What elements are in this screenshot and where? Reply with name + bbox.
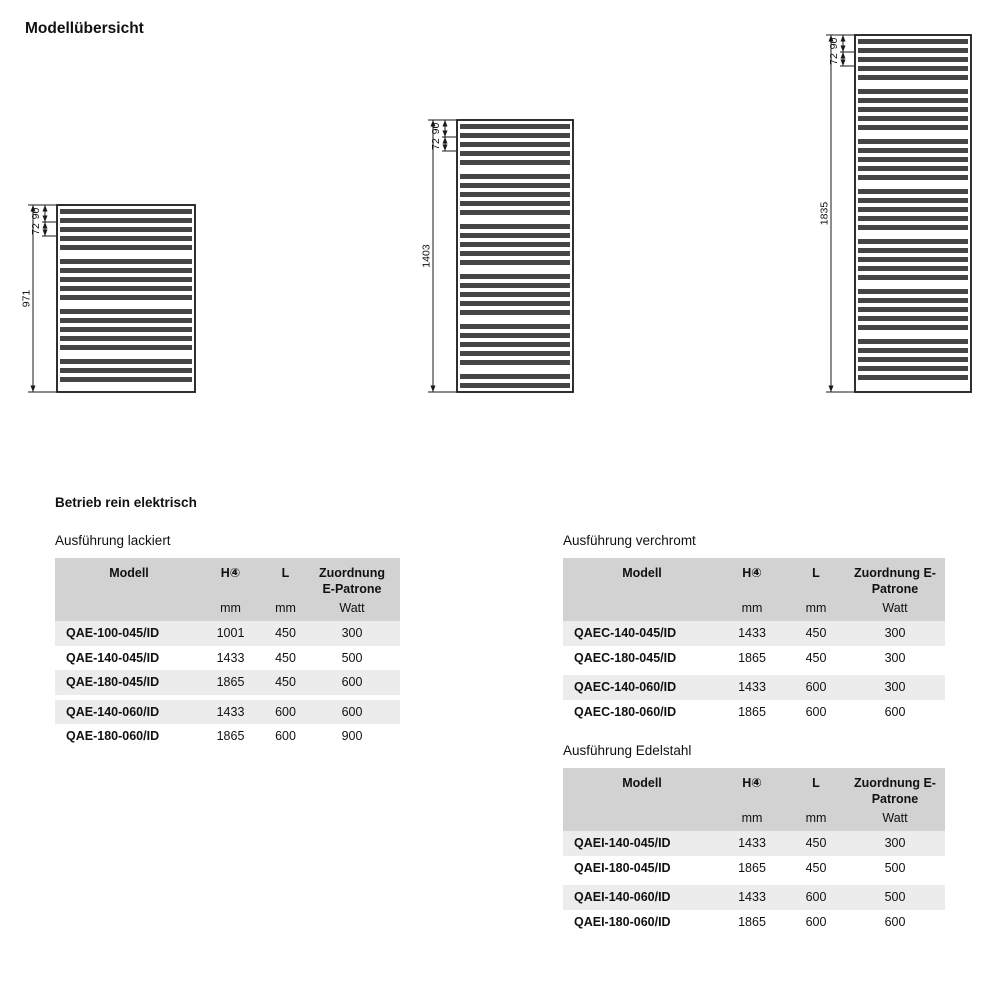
radiator-tube — [60, 218, 192, 223]
unit-header: Watt — [882, 601, 908, 615]
model-cell: QAE-100-045/ID — [66, 626, 160, 641]
radiator-tube — [858, 116, 968, 121]
dimension-arrow — [443, 137, 448, 144]
radiator-tube — [60, 295, 192, 300]
value-cell: 1865 — [738, 704, 766, 719]
radiator-tube — [858, 257, 968, 262]
value-cell: 1865 — [216, 729, 245, 744]
column-header: L — [812, 776, 820, 790]
value-cell: 1865 — [738, 650, 766, 665]
radiator-tube — [460, 183, 570, 188]
value-cell: 1433 — [216, 650, 245, 665]
radiator-tube — [460, 242, 570, 247]
dimension-arrow — [841, 60, 846, 67]
value-cell: 450 — [275, 650, 296, 665]
radiator-tube — [858, 66, 968, 71]
radiator-tube — [60, 277, 192, 282]
dimension-arrow — [443, 145, 448, 152]
value-cell: 1433 — [738, 680, 766, 695]
value-cell: 600 — [341, 675, 363, 690]
radiator-diagram-small — [17, 196, 199, 405]
value-cell: 600 — [805, 704, 827, 719]
table-row — [563, 700, 945, 725]
value-cell: 1433 — [738, 836, 766, 851]
table-header — [55, 558, 400, 621]
unit-header: Watt — [882, 811, 908, 825]
height-dimension-label: 1835 — [818, 201, 831, 226]
radiator-tube — [858, 348, 968, 353]
column-header: Modell — [622, 566, 662, 580]
model-cell: QAE-180-060/ID — [66, 729, 160, 744]
radiator-tube — [460, 224, 570, 229]
radiator-tube — [460, 324, 570, 329]
height-dimension-label: 1403 — [420, 244, 433, 268]
height-dimension-label: 971 — [20, 289, 33, 308]
radiator-tube — [460, 274, 570, 279]
value-cell: 300 — [884, 650, 906, 665]
dimension-arrow — [841, 52, 846, 59]
table-heading-verchromt: Ausführung verchromt — [563, 533, 696, 548]
unit-header: mm — [805, 811, 827, 825]
pitch-second-dimension-label: 72 — [430, 138, 442, 150]
value-cell: 300 — [884, 836, 906, 851]
radiator-tube — [858, 316, 968, 321]
radiator-tube — [858, 207, 968, 212]
radiator-tube — [858, 239, 968, 244]
model-cell: QAE-140-060/ID — [66, 704, 160, 719]
radiator-tube — [858, 366, 968, 371]
table-row — [55, 670, 400, 695]
column-header: H④ — [220, 566, 241, 580]
table-row — [55, 700, 400, 725]
value-cell: 450 — [805, 860, 827, 875]
value-cell: 1865 — [738, 860, 766, 875]
radiator-tube — [60, 377, 192, 382]
dimension-arrow — [43, 230, 48, 237]
table-heading-lackiert: Ausführung lackiert — [55, 533, 171, 548]
value-cell: 300 — [884, 626, 906, 641]
value-cell: 1433 — [216, 704, 245, 719]
dimension-arrow — [43, 222, 48, 229]
radiator-tube — [858, 157, 968, 162]
radiator-tube — [60, 327, 192, 332]
model-cell: QAEC-180-045/ID — [574, 650, 677, 665]
column-header: L — [812, 566, 820, 580]
radiator-tube — [60, 336, 192, 341]
radiator-tube — [858, 325, 968, 330]
pitch-second-dimension-label: 72 — [828, 53, 840, 65]
radiator-tube — [460, 333, 570, 338]
radiator-tube — [460, 151, 570, 156]
value-cell: 1001 — [216, 626, 245, 641]
value-cell: 600 — [275, 729, 296, 744]
table-row — [55, 621, 400, 646]
table-row — [55, 646, 400, 671]
dimension-arrow — [841, 35, 846, 42]
radiator-tube — [460, 174, 570, 179]
unit-header — [55, 600, 203, 618]
model-cell: QAE-180-045/ID — [66, 675, 160, 690]
column-header: Zuordnung E-Patrone — [854, 776, 936, 806]
value-cell: 300 — [884, 680, 906, 695]
section-heading: Betrieb rein elektrisch — [55, 495, 197, 510]
column-header: H④ — [742, 776, 762, 790]
value-cell: 450 — [805, 650, 827, 665]
model-cell: QAEC-180-060/ID — [574, 704, 677, 719]
model-cell: QAEI-140-060/ID — [574, 890, 671, 905]
model-cell: QAEC-140-060/ID — [574, 680, 677, 695]
radiator-tube — [460, 342, 570, 347]
dimension-arrow — [443, 131, 448, 138]
dimension-arrow — [43, 205, 48, 212]
radiator-tube — [858, 175, 968, 180]
radiator-diagram-medium — [417, 111, 577, 405]
table-row — [563, 910, 945, 935]
radiator-tube — [460, 233, 570, 238]
radiator-tube — [858, 189, 968, 194]
radiator-tube — [858, 39, 968, 44]
radiator-tube — [460, 360, 570, 365]
page-title: Modellübersicht — [25, 20, 144, 37]
column-header: H④ — [742, 566, 762, 580]
unit-header: mm — [805, 601, 827, 615]
radiator-small-svg — [17, 196, 199, 400]
unit-header — [563, 810, 721, 828]
radiator-tube — [858, 139, 968, 144]
radiator-tube — [460, 160, 570, 165]
radiator-tube — [60, 227, 192, 232]
radiator-tube — [858, 57, 968, 62]
radiator-tube — [60, 259, 192, 264]
table-header — [563, 768, 945, 831]
radiator-tube — [858, 375, 968, 380]
radiator-tube — [460, 383, 570, 388]
dimension-arrow — [829, 386, 834, 393]
pitch-top-dimension-label: 90 — [430, 122, 442, 135]
radiator-large-svg — [815, 26, 975, 400]
model-cell: QAEI-180-045/ID — [574, 860, 671, 875]
value-cell: 500 — [884, 860, 906, 875]
radiator-tube — [460, 260, 570, 265]
table-lackiert — [55, 558, 400, 749]
table-row — [563, 675, 945, 700]
table-header — [563, 558, 945, 621]
radiator-tube — [60, 309, 192, 314]
value-cell: 500 — [341, 650, 363, 665]
model-cell: QAEC-140-045/ID — [574, 626, 677, 641]
table-row — [563, 856, 945, 881]
radiator-tube — [460, 283, 570, 288]
radiator-tube — [460, 374, 570, 379]
radiator-tube — [858, 275, 968, 280]
value-cell: 300 — [341, 626, 363, 641]
radiator-tube — [460, 133, 570, 138]
value-cell: 1433 — [738, 890, 766, 905]
pitch-second-dimension-label: 72 — [30, 223, 42, 235]
radiator-tube — [60, 209, 192, 214]
table-row — [55, 724, 400, 749]
value-cell: 600 — [884, 914, 906, 929]
unit-header: mm — [220, 601, 241, 615]
radiator-tube — [858, 216, 968, 221]
pitch-top-dimension-label: 90 — [30, 207, 42, 220]
radiator-tube — [460, 251, 570, 256]
radiator-tube — [858, 148, 968, 153]
value-cell: 900 — [341, 729, 363, 744]
value-cell: 600 — [805, 680, 827, 695]
dimension-arrow — [841, 46, 846, 53]
radiator-tube — [460, 192, 570, 197]
radiator-tube — [858, 339, 968, 344]
radiator-tube — [460, 351, 570, 356]
value-cell: 500 — [884, 890, 906, 905]
radiator-tube — [858, 198, 968, 203]
dimension-arrow — [43, 216, 48, 223]
radiator-tube — [858, 289, 968, 294]
table-row — [563, 621, 945, 646]
model-cell: QAEI-140-045/ID — [574, 836, 671, 851]
table-row — [563, 646, 945, 671]
radiator-tube — [460, 142, 570, 147]
table-heading-edelstahl: Ausführung Edelstahl — [563, 743, 692, 758]
radiator-tube — [60, 286, 192, 291]
value-cell: 450 — [275, 626, 296, 641]
radiator-tube — [60, 318, 192, 323]
column-header: Zuordnung E-Patrone — [319, 566, 385, 596]
tables-column-right — [563, 532, 945, 934]
radiator-frame — [855, 35, 971, 392]
radiator-tube — [460, 201, 570, 206]
value-cell: 600 — [341, 704, 363, 719]
radiator-tube — [460, 210, 570, 215]
radiator-tube — [460, 124, 570, 129]
table-verchromt — [563, 558, 945, 724]
pitch-top-dimension-label: 90 — [828, 37, 840, 50]
radiator-tube — [60, 345, 192, 350]
radiator-medium-svg — [417, 111, 577, 400]
model-cell: QAE-140-045/ID — [66, 650, 160, 665]
radiator-tube — [858, 357, 968, 362]
radiator-tube — [60, 245, 192, 250]
value-cell: 450 — [805, 626, 827, 641]
value-cell: 450 — [805, 836, 827, 851]
column-header: Modell — [109, 566, 149, 580]
value-cell: 450 — [275, 675, 296, 690]
dimension-arrow — [443, 120, 448, 127]
radiator-tube — [858, 75, 968, 80]
radiator-tube — [858, 266, 968, 271]
value-cell: 600 — [884, 704, 906, 719]
value-cell: 600 — [805, 890, 827, 905]
value-cell: 600 — [275, 704, 296, 719]
column-header: Zuordnung E-Patrone — [854, 566, 936, 596]
unit-header — [563, 600, 721, 618]
radiator-diagram-large — [815, 26, 975, 405]
radiator-tube — [60, 359, 192, 364]
radiator-tube — [858, 48, 968, 53]
radiator-tube — [858, 248, 968, 253]
unit-header: Watt — [339, 601, 365, 615]
dimension-arrow — [431, 386, 436, 393]
value-cell: 600 — [805, 914, 827, 929]
radiator-tube — [60, 236, 192, 241]
radiator-tube — [60, 368, 192, 373]
radiator-tube — [460, 310, 570, 315]
value-cell: 1865 — [216, 675, 245, 690]
column-header: Modell — [622, 776, 662, 790]
unit-header: mm — [741, 601, 763, 615]
radiator-tube — [858, 107, 968, 112]
dimension-arrow — [31, 386, 36, 393]
unit-header: mm — [275, 601, 296, 615]
table-row — [563, 831, 945, 856]
radiator-tube — [858, 89, 968, 94]
column-header: L — [281, 566, 290, 580]
radiator-tube — [858, 98, 968, 103]
value-cell: 1433 — [738, 626, 766, 641]
unit-header: mm — [741, 811, 763, 825]
radiator-tube — [460, 301, 570, 306]
radiator-tube — [460, 292, 570, 297]
radiator-tube — [858, 225, 968, 230]
model-cell: QAEI-180-060/ID — [574, 914, 671, 929]
radiator-tube — [858, 166, 968, 171]
radiator-tube — [858, 125, 968, 130]
radiator-tube — [858, 298, 968, 303]
radiator-tube — [858, 307, 968, 312]
table-edelstahl — [563, 768, 945, 934]
table-row — [563, 885, 945, 910]
value-cell: 1865 — [738, 914, 766, 929]
tables-column-left — [55, 532, 400, 749]
radiator-tube — [60, 268, 192, 273]
